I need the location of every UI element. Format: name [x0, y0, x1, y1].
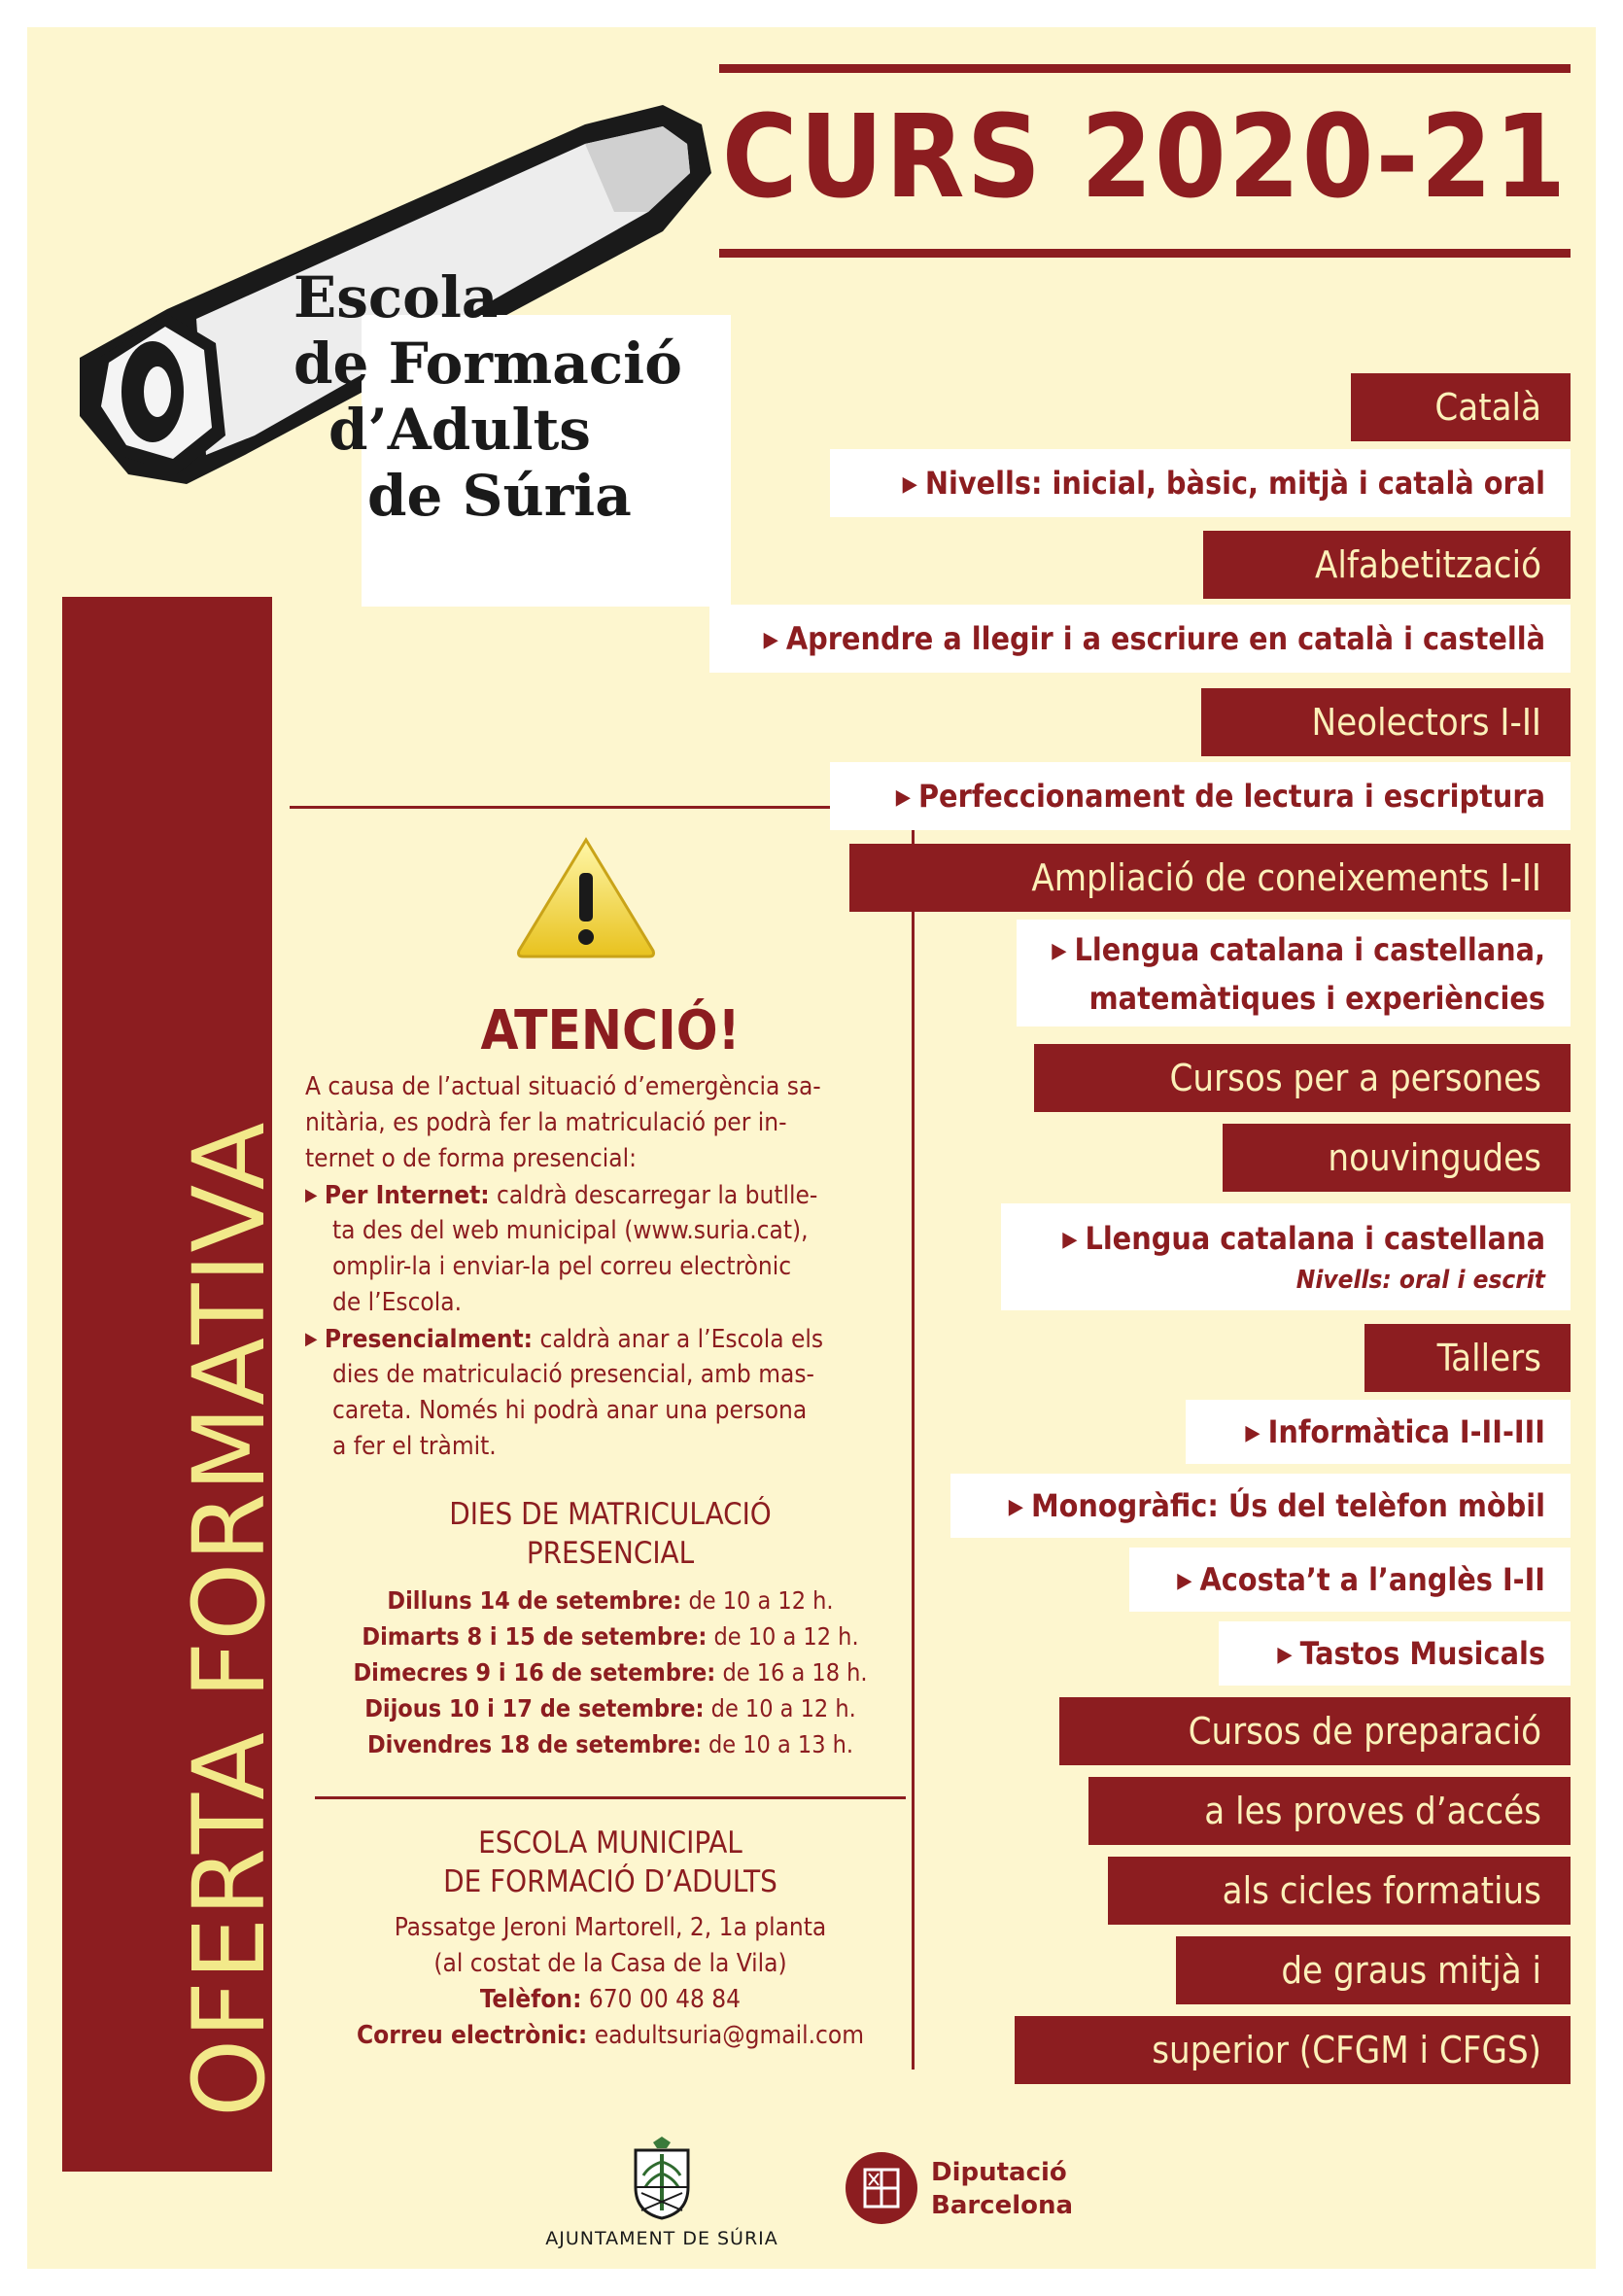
day-label: Dijous 10 i 17 de setembre: — [364, 1694, 705, 1722]
diputacio-label-2: Barcelona — [931, 2191, 1074, 2220]
internet-line-3: omplir-la i enviar-la pel correu electrònic — [332, 1252, 792, 1281]
day-time: de 10 a 12 h. — [688, 1586, 834, 1615]
presencial-text-1: caldrà anar a l’Escola els — [539, 1325, 824, 1354]
attention-intro-1: A causa de l’actual situació d’emergència sa- — [305, 1072, 821, 1101]
taller-item-3: ▶ Acosta’t a l’anglès I-II — [1129, 1548, 1571, 1612]
item-text: Llengua catalana i castellana — [1085, 1220, 1545, 1257]
contact-phone — [309, 1985, 912, 2014]
course-nouvingudes-1: Cursos per a persones — [1034, 1044, 1571, 1112]
contact-address-1: Passatge Jeroni Martorell, 2, 1a planta — [394, 1913, 827, 1942]
item-text-2: matemàtiques i experiències — [1088, 980, 1545, 1017]
item-text: Tastos Musicals — [1299, 1635, 1545, 1672]
attention-intro-2: nitària, es podrà fer la matriculació per in- — [305, 1108, 787, 1137]
ajuntament-label: AJUNTAMENT DE SÚRIA — [545, 2228, 778, 2249]
course-alfabetitzacio: Alfabetització — [1203, 531, 1571, 599]
item-text: Nivells: inicial, bàsic, mitjà i català oral — [924, 465, 1545, 502]
item-text: Aprendre a llegir i a escriure en català i castellà — [785, 620, 1545, 657]
contact-name-2: DE FORMACIÓ D’ADULTS — [443, 1864, 777, 1899]
course-preparacio-1: Cursos de preparació — [1059, 1697, 1571, 1765]
title-bottom-rule — [719, 249, 1571, 258]
warning-icon — [513, 834, 659, 960]
email-label: Correu electrònic: — [356, 2021, 588, 2050]
taller-item-2: ▶ Monogràfic: Ús del telèfon mòbil — [950, 1474, 1571, 1538]
internet-label: Per Internet: — [324, 1181, 490, 1210]
contact-email — [309, 2021, 912, 2050]
course-ampliacio-item: ▶ Llengua catalana i castellana, matemàtiques i experiències — [1017, 920, 1571, 1026]
school-name-line2: de Formació — [294, 330, 682, 397]
enrollment-day-4 — [309, 1694, 912, 1722]
presencial-line-1: ▶ Presencialment: caldrà anar a l’Escola els — [305, 1325, 824, 1354]
course-preparacio-3: als cicles formatius — [1108, 1857, 1571, 1925]
diputacio-label-1: Diputació — [931, 2158, 1067, 2187]
page-title: CURS 2020-21 — [721, 89, 1569, 224]
day-label: Divendres 18 de setembre: — [366, 1730, 702, 1758]
phone-value: 670 00 48 84 — [588, 1985, 742, 2014]
enrollment-title-2: PRESENCIAL — [526, 1536, 695, 1571]
box-right-rule — [912, 806, 915, 2070]
attention-intro-3: ternet o de forma presencial: — [305, 1144, 637, 1173]
taller-item-1: ▶ Informàtica I-II-III — [1186, 1400, 1571, 1464]
box-top-rule — [290, 806, 921, 809]
poster — [27, 27, 1596, 2269]
attention-title: ATENCIÓ! — [480, 999, 741, 1062]
internet-line-4: de l’Escola. — [332, 1288, 462, 1317]
presencial-line-3: careta. Només hi podrà anar una persona — [332, 1396, 808, 1425]
enrollment-day-1 — [309, 1586, 912, 1615]
school-name-line4: de Súria — [367, 463, 632, 529]
course-nouvingudes-2: nouvingudes — [1223, 1124, 1571, 1192]
item-note: Nivells: oral i escrit — [1295, 1266, 1545, 1295]
enrollment-day-5 — [309, 1730, 912, 1758]
course-preparacio-5: superior (CFGM i CFGS) — [1015, 2016, 1571, 2084]
internet-text-1: caldrà descarregar la butlle- — [497, 1181, 818, 1210]
course-neolectors-item: ▶ Perfeccionament de lectura i escriptura — [830, 762, 1571, 830]
taller-item-4: ▶ Tastos Musicals — [1219, 1621, 1571, 1686]
title-top-rule — [719, 64, 1571, 73]
item-text: Monogràfic: Ús del telèfon mòbil — [1030, 1487, 1545, 1524]
email-value: eadultsuria@gmail.com — [594, 2021, 864, 2050]
presencial-line-2: dies de matriculació presencial, amb mas- — [332, 1360, 814, 1389]
internet-line-2: ta des del web municipal (www.suria.cat), — [332, 1216, 809, 1245]
course-catala: Català — [1351, 373, 1571, 441]
day-time: de 10 a 12 h. — [710, 1694, 856, 1722]
enrollment-day-3 — [309, 1658, 912, 1687]
day-time: de 10 a 13 h. — [708, 1730, 854, 1758]
internet-line-1: ▶ Per Internet: caldrà descarregar la butlle- — [305, 1181, 818, 1210]
school-name-line1: Escola — [294, 264, 499, 330]
item-text: Informàtica I-II-III — [1267, 1413, 1545, 1450]
day-label: Dilluns 14 de setembre: — [387, 1586, 682, 1615]
contact-name-1: ESCOLA MUNICIPAL — [478, 1826, 742, 1861]
item-text: Acosta’t a l’anglès I-II — [1199, 1561, 1545, 1598]
course-nouvingudes-item: ▶ Llengua catalana i castellana Nivells: oral i escrit — [1001, 1203, 1571, 1310]
course-tallers: Tallers — [1364, 1324, 1571, 1392]
day-label: Dimarts 8 i 15 de setembre: — [362, 1622, 708, 1651]
item-text-1: Llengua catalana i castellana, — [1074, 931, 1545, 968]
enrollment-day-2 — [309, 1622, 912, 1651]
course-alfabetitzacio-item: ▶ Aprendre a llegir i a escriure en català i castellà — [709, 605, 1571, 673]
item-text: Perfeccionament de lectura i escriptura — [917, 778, 1545, 815]
day-time: de 10 a 12 h. — [713, 1622, 859, 1651]
diputacio-seal-icon — [844, 2150, 919, 2226]
course-neolectors: Neolectors I-II — [1201, 688, 1571, 756]
day-label: Dimecres 9 i 16 de setembre: — [353, 1658, 716, 1687]
offer-label: OFERTA FORMATIVA — [172, 1121, 288, 2117]
course-ampliacio: Ampliació de coneixements I-II — [849, 844, 1571, 912]
ajuntament-shield-icon — [628, 2133, 696, 2222]
course-preparacio-4: de graus mitjà i — [1176, 1936, 1571, 2004]
day-time: de 16 a 18 h. — [722, 1658, 868, 1687]
contact-address-2: (al costat de la Casa de la Vila) — [433, 1949, 787, 1978]
course-preparacio-2: a les proves d’accés — [1088, 1777, 1571, 1845]
enrollment-title-1: DIES DE MATRICULACIÓ — [449, 1497, 772, 1532]
school-name-line3: d’Adults — [328, 397, 591, 463]
presencial-line-4: a fer el tràmit. — [332, 1432, 497, 1461]
course-catala-item: ▶ Nivells: inicial, bàsic, mitjà i català oral — [830, 449, 1571, 517]
phone-label: Telèfon: — [479, 1985, 582, 2014]
presencial-label: Presencialment: — [324, 1325, 534, 1354]
contact-divider — [315, 1796, 906, 1799]
